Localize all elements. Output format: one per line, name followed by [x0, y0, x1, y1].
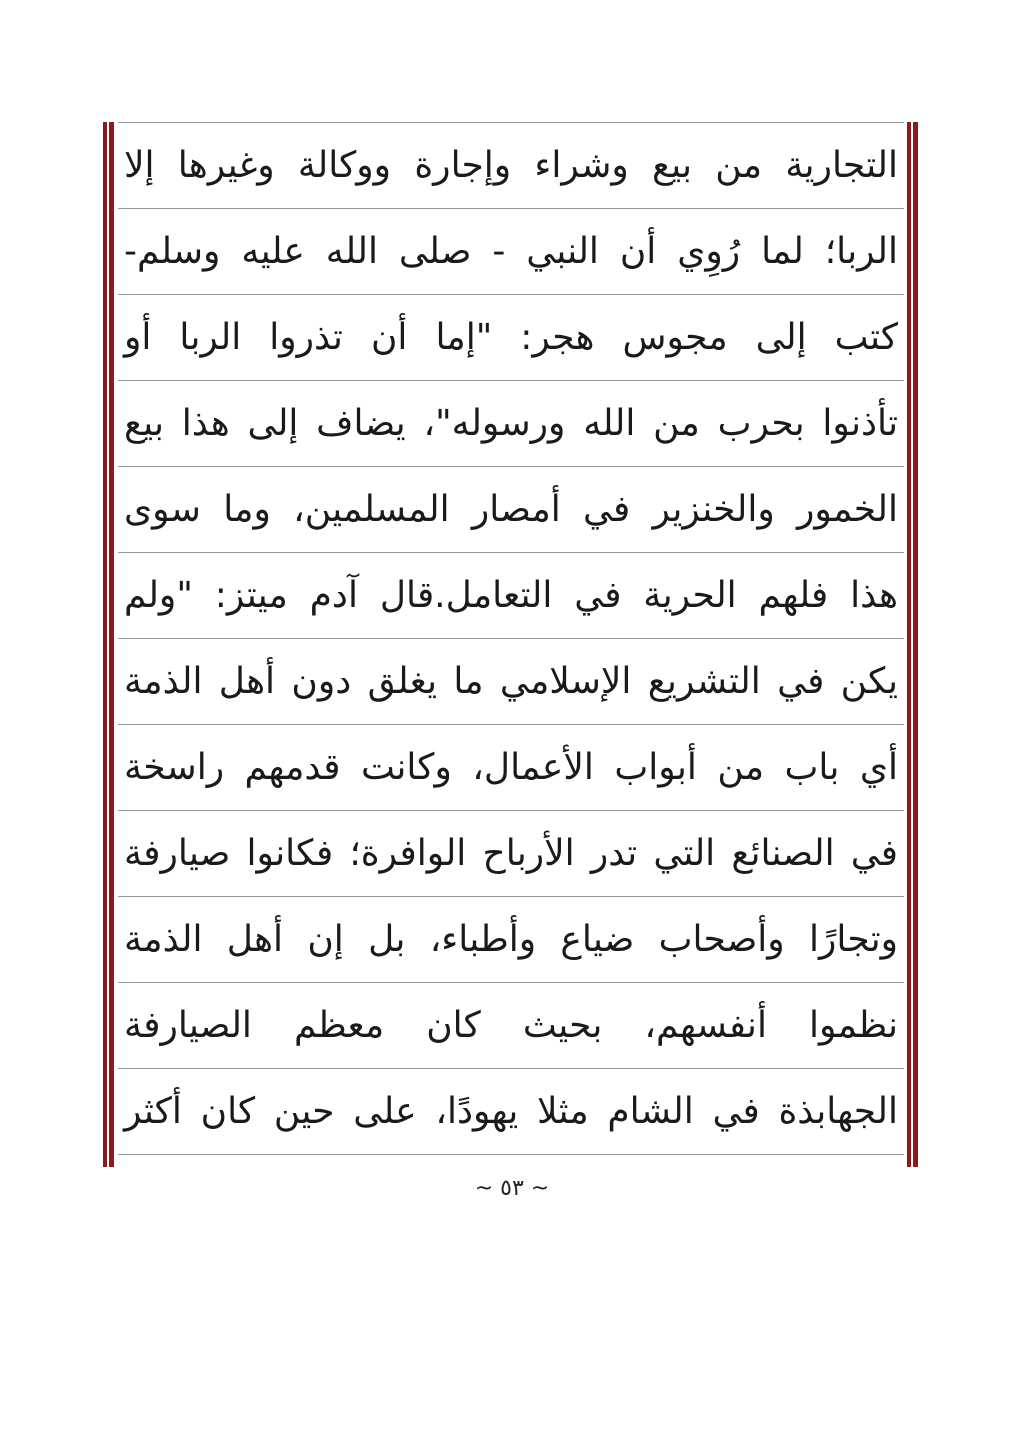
text-line: الخمور والخنزير في أمصار المسلمين، وما سوى — [118, 467, 904, 553]
text-line: التجارية من بيع وشراء وإجارة ووكالة وغيرها إلا — [118, 123, 904, 209]
text-line: كتب إلى مجوس هجر: "إما أن تذروا الربا أو — [118, 295, 904, 381]
text-line: في الصنائع التي تدر الأرباح الوافرة؛ فكانوا صيارفة — [118, 811, 904, 897]
text-line: وتجارًا وأصحاب ضياع وأطباء، بل إن أهل الذمة — [118, 897, 904, 983]
text-line: الجهابذة في الشام مثلا يهودًا، على حين كان أكثر — [118, 1069, 904, 1155]
right-border-ornament — [907, 122, 918, 1167]
text-line: تأذنوا بحرب من الله ورسوله"، يضاف إلى هذا بيع — [118, 381, 904, 467]
text-line: الربا؛ لما رُوِي أن النبي - صلى الله عليه وسلم- — [118, 209, 904, 295]
page-number: ~ ٥٣ ~ — [474, 1176, 550, 1201]
text-line: نظموا أنفسهم، بحيث كان معظم الصيارفة — [118, 983, 904, 1069]
left-border-ornament — [103, 122, 114, 1167]
text-line: أي باب من أبواب الأعمال، وكانت قدمهم راسخة — [118, 725, 904, 811]
text-line: يكن في التشريع الإسلامي ما يغلق دون أهل الذمة — [118, 639, 904, 725]
body-text — [118, 122, 904, 1155]
text-line: هذا فلهم الحرية في التعامل.قال آدم ميتز: "ولم — [118, 553, 904, 639]
